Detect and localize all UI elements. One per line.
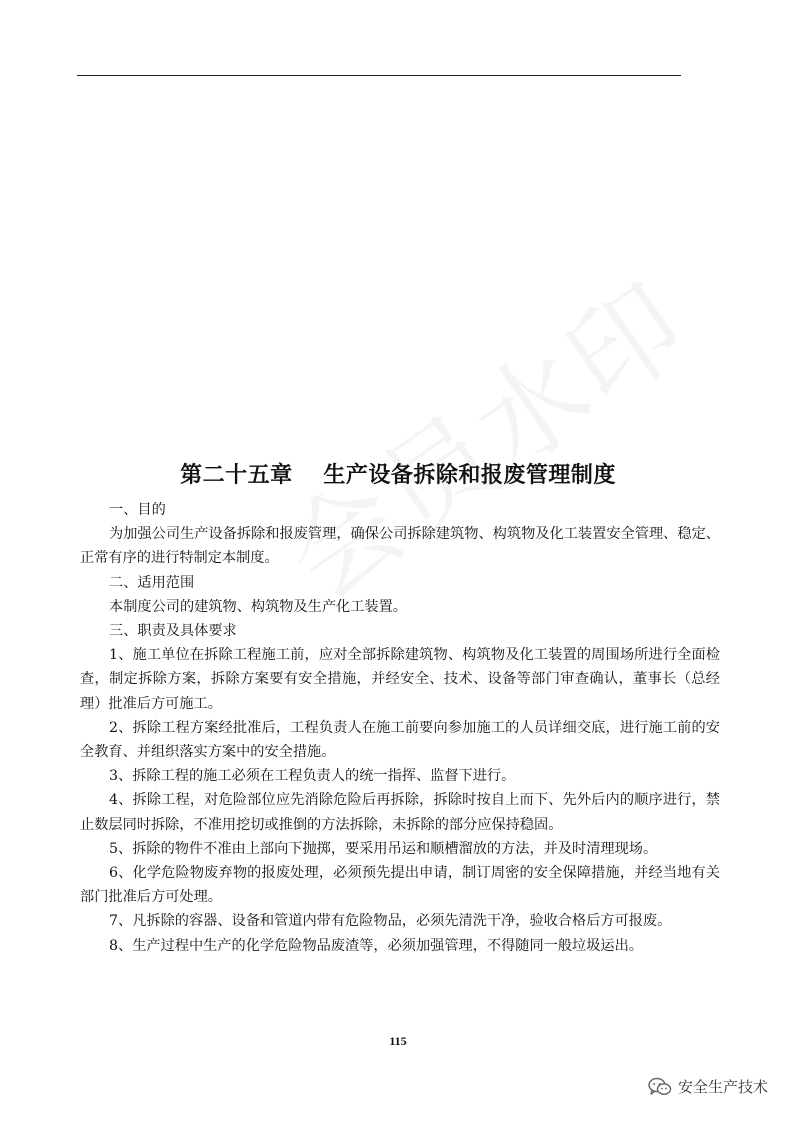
list-item: 5、拆除的物件不准由上部向下抛掷，要采用吊运和顺槽溜放的方法，并及时清理现场。 [109, 840, 658, 857]
source-tag[interactable] [648, 1076, 768, 1097]
chapter-title: 第二十五章 生产设备拆除和报废管理制度 [180, 463, 616, 488]
list-item: 8、生产过程中生产的化学危险物品废渣等，必须加强管理，不得随同一般垃圾运出。 [109, 937, 643, 954]
list-item: 2、拆除工程方案经批准后，工程负责人在施工前要向参加施工的人员详细交底，进行施工前的安全教育、并组织落实方案中的安全措施。 [80, 719, 720, 761]
section-heading-purpose: 一、目的 [109, 502, 166, 518]
document-body [80, 498, 720, 958]
list-item: 4、拆除工程，对危险部位应先消除危险后再拆除，拆除时按自上而下、先外后内的顺序进行，禁止数层同时拆除，不准用挖切或推倒的方法拆除，未拆除的部分应保持稳固。 [80, 792, 720, 833]
page-number: 115 [389, 1034, 407, 1048]
list-item: 7、凡拆除的容器、设备和管道内带有危险物品，必须先清洗干净，验收合格后方可报废。 [109, 913, 672, 930]
section-heading-scope: 二、适用范围 [109, 574, 195, 591]
paragraph: 为加强公司生产设备拆除和报废管理，确保公司拆除建筑物、构筑物及化工装置安全管理、稳定、正常有序的进行特制定本制度。 [80, 526, 720, 567]
header-rule [77, 75, 681, 76]
source-label: 安全生产技术 [677, 1078, 768, 1096]
paragraph: 本制度公司的建筑物、构筑物及生产化工装置。 [109, 598, 407, 615]
section-heading-duties: 三、职责及具体要求 [109, 623, 237, 640]
list-item: 3、拆除工程的施工必须在工程负责人的统一指挥、监督下进行。 [109, 768, 516, 785]
list-item: 6、化学危险物废弃物的报废处理，必须预先提出申请，制订周密的安全保障措施，并经当地有关部门批准后方可处理。 [80, 865, 720, 906]
wechat-icon [648, 1077, 672, 1097]
list-item: 1、施工单位在拆除工程施工前，应对全部拆除建筑物、构筑物及化工装置的周围场所进行全面检查，制定拆除方案，拆除方案要有安全措施，并经安全、技术、设备等部门审查确认，董事长（总经理）批准后方可施工。 [80, 647, 720, 712]
